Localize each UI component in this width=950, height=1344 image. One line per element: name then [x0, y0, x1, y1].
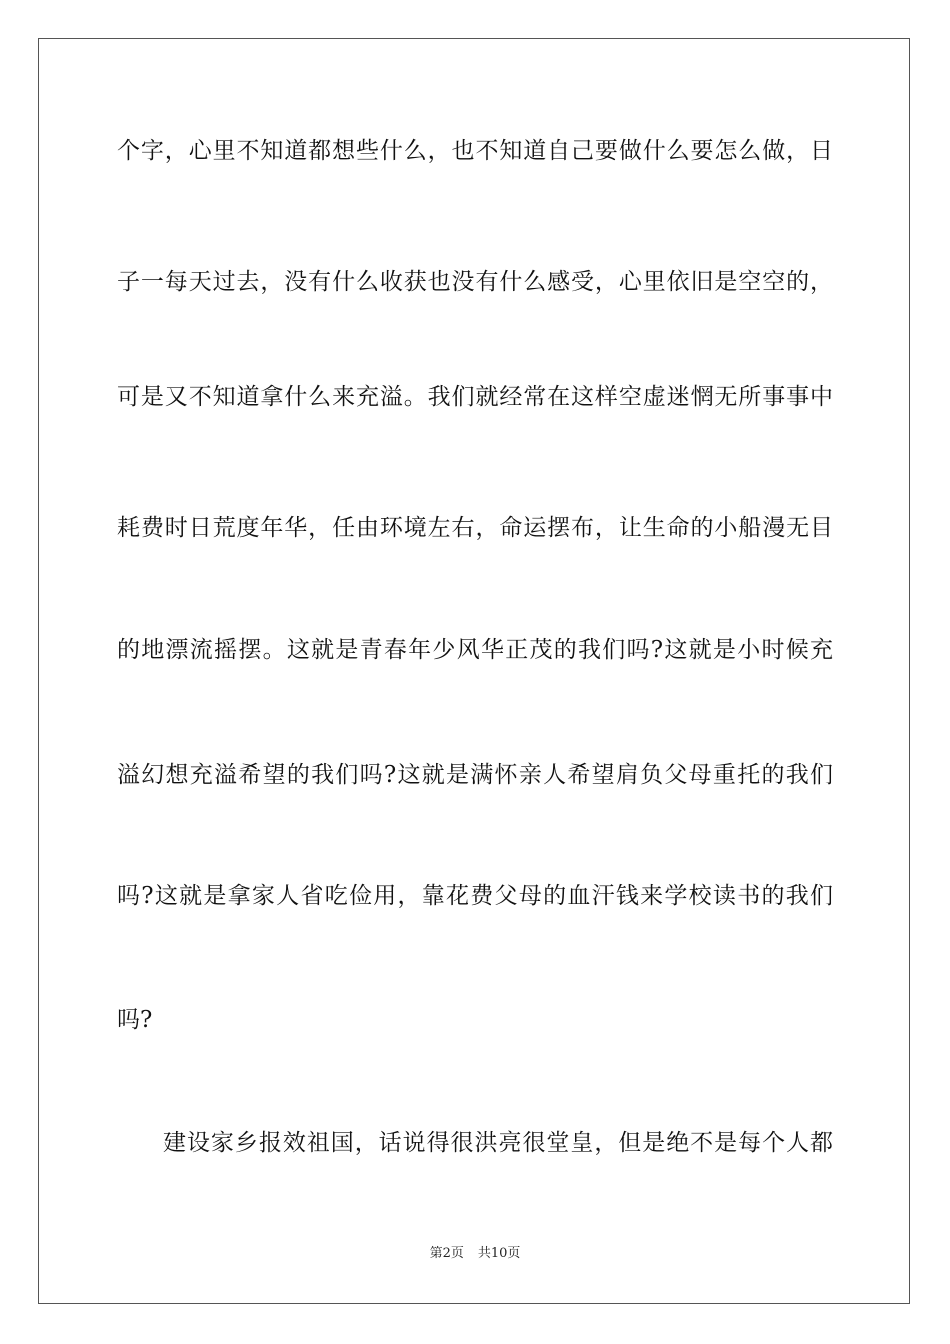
text-line-4: 耗费时日荒度年华，任由环境左右，命运摆布，让生命的小船漫无目	[117, 515, 833, 541]
text-line-2: 子一每天过去，没有什么收获也没有什么感受，心里依旧是空空的，	[117, 269, 833, 295]
page-total: 共10页	[477, 1246, 521, 1261]
text-line-3: 可是又不知道拿什么来充溢。我们就经常在这样空虚迷惘无所事事中	[117, 384, 833, 410]
text-line-1: 个字，心里不知道都想些什么，也不知道自己要做什么要怎么做，日	[117, 138, 833, 164]
page-number: 第2页	[429, 1246, 464, 1261]
text-line-9-paragraph-start: 建设家乡报效祖国，话说得很洪亮很堂皇，但是绝不是每个人都	[163, 1130, 833, 1156]
page-border	[38, 38, 910, 1304]
page-footer	[0, 1245, 950, 1263]
text-line-8: 吗?	[117, 1007, 153, 1033]
text-line-6: 溢幻想充溢希望的我们吗?这就是满怀亲人希望肩负父母重托的我们	[117, 762, 833, 788]
text-line-7: 吗?这就是拿家人省吃俭用，靠花费父母的血汗钱来学校读书的我们	[117, 883, 833, 909]
text-line-5: 的地漂流摇摆。这就是青春年少风华正茂的我们吗?这就是小时候充	[117, 637, 833, 663]
